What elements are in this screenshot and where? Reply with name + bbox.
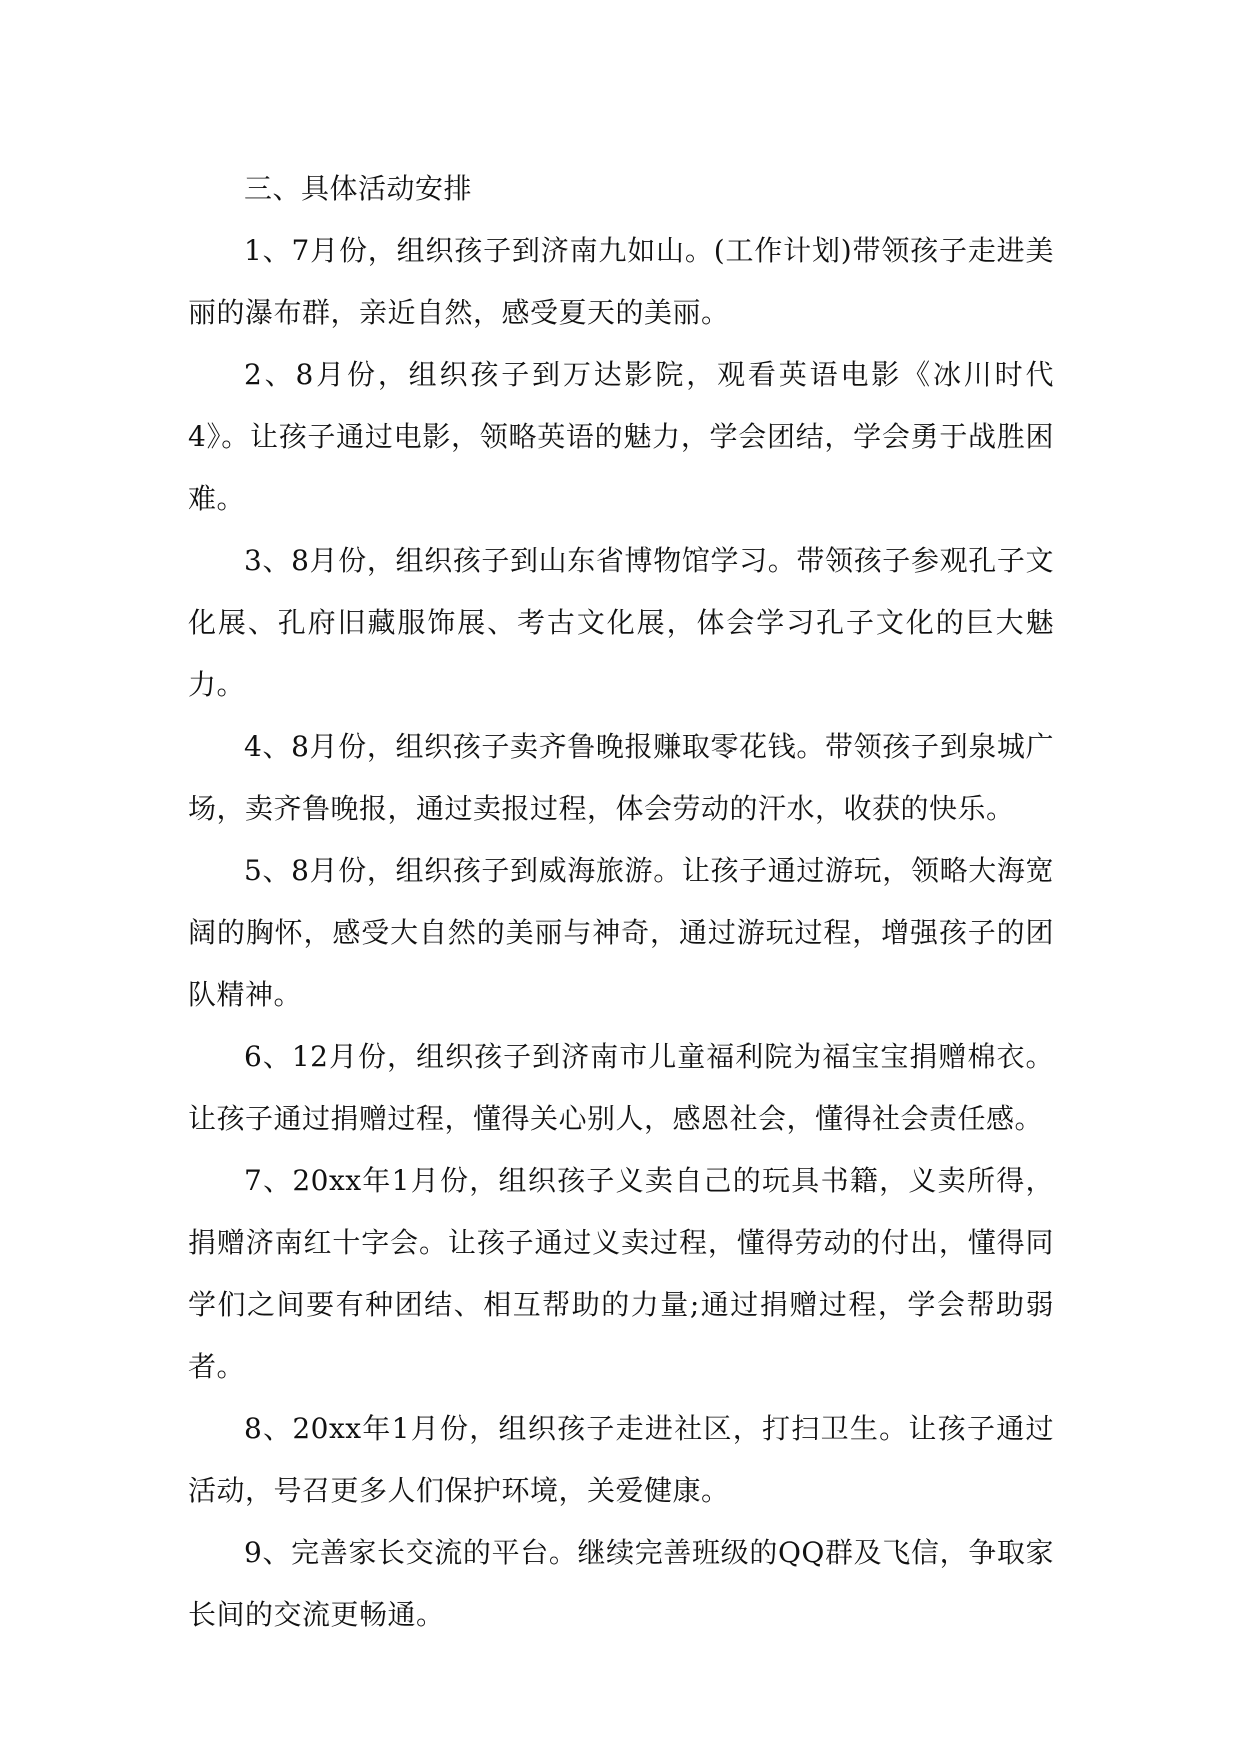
activity-item-5: 5、8月份，组织孩子到威海旅游。让孩子通过游玩，领略大海宽阔的胸怀，感受大自然的美丽与神奇，通过游玩过程，增强孩子的团队精神。 <box>188 854 1054 1011</box>
activity-item-4: 4、8月份，组织孩子卖齐鲁晚报赚取零花钱。带领孩子到泉城广场，卖齐鲁晚报，通过卖报过程，体会劳动的汗水，收获的快乐。 <box>188 730 1054 825</box>
section-heading: 三、具体活动安排 <box>244 172 473 205</box>
activity-item-1: 1、7月份，组织孩子到济南九如山。(工作计划)带领孩子走进美丽的瀑布群，亲近自然，感受夏天的美丽。 <box>188 234 1054 329</box>
activity-item-2: 2、8月份，组织孩子到万达影院，观看英语电影《冰川时代4》。让孩子通过电影，领略英语的魅力，学会团结，学会勇于战胜困难。 <box>188 358 1054 515</box>
document-body <box>188 158 1054 1646</box>
activity-item-6: 6、12月份，组织孩子到济南市儿童福利院为福宝宝捐赠棉衣。让孩子通过捐赠过程，懂得关心别人，感恩社会，懂得社会责任感。 <box>188 1040 1054 1135</box>
activity-item-3: 3、8月份，组织孩子到山东省博物馆学习。带领孩子参观孔子文化展、孔府旧藏服饰展、考古文化展，体会学习孔子文化的巨大魅力。 <box>188 544 1054 701</box>
activity-item-9: 9、完善家长交流的平台。继续完善班级的QQ群及飞信，争取家长间的交流更畅通。 <box>188 1536 1054 1631</box>
activity-item-7: 7、20xx年1月份，组织孩子义卖自己的玩具书籍，义卖所得，捐赠济南红十字会。让孩子通过义卖过程，懂得劳动的付出，懂得同学们之间要有种团结、相互帮助的力量;通过捐赠过程，学会帮助弱者。 <box>188 1164 1054 1383</box>
activity-item-8: 8、20xx年1月份，组织孩子走进社区，打扫卫生。让孩子通过活动，号召更多人们保护环境，关爱健康。 <box>188 1412 1054 1507</box>
